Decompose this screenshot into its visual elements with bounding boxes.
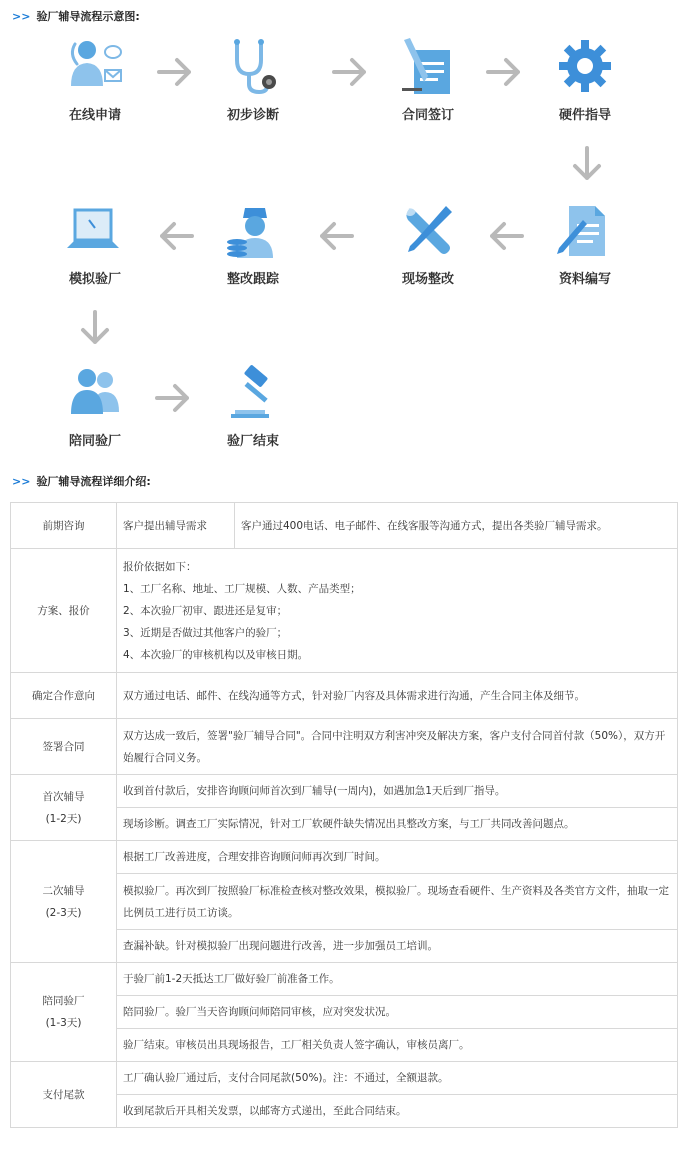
content-cell: 工厂确认验厂通过后，支付合同尾款(50%)。注：不通过，全额退款。 bbox=[117, 1062, 678, 1095]
content-cell: 模拟验厂。再次到厂按照验厂标准检查核对整改效果，模拟验厂。现场查看硬件、生产资料及各类官方文件，抽取一定比例员工进行员工访谈。 bbox=[117, 874, 678, 930]
flow-step-complete bbox=[198, 362, 308, 449]
category-cell: 确定合作意向 bbox=[11, 673, 117, 719]
category-cell bbox=[11, 963, 117, 1062]
flow-title-text: 验厂辅导流程示意图: bbox=[36, 10, 140, 23]
table-row bbox=[11, 503, 678, 549]
step-label: 在线申请 bbox=[68, 108, 121, 123]
title-arrow-icon: >> bbox=[12, 475, 31, 488]
step-label: 整改跟踪 bbox=[226, 272, 279, 287]
arrow-left-icon bbox=[160, 216, 194, 256]
quote-line: 1、工厂名称、地址、工厂规模、人数、产品类型； bbox=[123, 582, 361, 595]
category-cell: 前期咨询 bbox=[11, 503, 117, 549]
category-days: (2-3天) bbox=[45, 906, 82, 919]
step-label: 陪同验厂 bbox=[68, 434, 121, 449]
table-row bbox=[11, 775, 678, 808]
content-cell: 根据工厂改善进度，合理安排咨询顾问师再次到厂时间。 bbox=[117, 841, 678, 874]
table-row bbox=[11, 841, 678, 874]
flow-section-title bbox=[12, 8, 140, 24]
arrow-left-icon bbox=[320, 216, 354, 256]
arrow-right-icon bbox=[157, 52, 191, 92]
detail-title-text: 验厂辅导流程详细介绍: bbox=[36, 475, 151, 488]
people-icon bbox=[65, 362, 125, 424]
document-edit-icon bbox=[555, 200, 615, 262]
arrow-right-icon bbox=[486, 52, 520, 92]
arrow-right-icon bbox=[332, 52, 366, 92]
step-label: 初步诊断 bbox=[226, 108, 279, 123]
sub-cell: 客户提出辅导需求 bbox=[117, 503, 235, 549]
content-cell bbox=[117, 549, 678, 673]
content-cell: 收到首付款后，安排咨询顾问师首次到厂辅导(一周内)，如遇加急1天后到厂指导。 bbox=[117, 775, 678, 808]
category-label: 陪同验厂 bbox=[42, 995, 85, 1007]
tracking-icon bbox=[223, 200, 283, 262]
step-label: 模拟验厂 bbox=[68, 272, 121, 287]
laptop-icon bbox=[65, 200, 125, 262]
stethoscope-icon bbox=[223, 36, 283, 98]
arrow-down-icon bbox=[75, 310, 115, 344]
category-cell: 方案、报价 bbox=[11, 549, 117, 673]
content-cell: 收到尾款后开具相关发票，以邮寄方式递出，至此合同结束。 bbox=[117, 1095, 678, 1128]
step-label: 硬件指导 bbox=[558, 108, 611, 123]
arrow-left-icon bbox=[490, 216, 524, 256]
table-row bbox=[11, 719, 678, 775]
table-row bbox=[11, 1062, 678, 1095]
table-row bbox=[11, 673, 678, 719]
category-days: (1-2天) bbox=[45, 812, 82, 825]
category-label: 二次辅导 bbox=[42, 884, 85, 897]
table-row bbox=[11, 549, 678, 673]
flow-step-online-apply bbox=[40, 36, 150, 123]
category-cell: 支付尾款 bbox=[11, 1062, 117, 1128]
flow-step-rectification bbox=[373, 200, 483, 287]
quote-line: 3、近期是否做过其他客户的验厂； bbox=[123, 626, 288, 639]
flow-step-tracking bbox=[198, 200, 308, 287]
flow-step-mock-audit bbox=[40, 200, 150, 287]
flow-step-contract bbox=[373, 36, 483, 123]
quote-line: 报价依据如下： bbox=[123, 560, 197, 573]
table-row bbox=[11, 963, 678, 996]
category-days: (1-3天) bbox=[45, 1017, 82, 1029]
category-cell: 签署合同 bbox=[11, 719, 117, 775]
arrow-right-icon bbox=[155, 378, 189, 418]
content-cell: 于验厂前1-2天抵达工厂做好验厂前准备工作。 bbox=[117, 963, 678, 996]
online-apply-icon bbox=[65, 36, 125, 98]
flow-step-diagnosis bbox=[198, 36, 308, 123]
arrow-down-icon bbox=[567, 146, 607, 180]
flow-step-hardware bbox=[530, 36, 640, 123]
category-label: 首次辅导 bbox=[42, 790, 85, 803]
step-label: 合同签订 bbox=[401, 108, 454, 123]
flow-step-documents bbox=[530, 200, 640, 287]
gavel-icon bbox=[223, 362, 283, 424]
category-cell bbox=[11, 775, 117, 841]
content-cell: 双方通过电话、邮件、在线沟通等方式，针对验厂内容及具体需求进行沟通，产生合同主体及细节。 bbox=[117, 673, 678, 719]
content-cell: 客户通过400电话、电子邮件、在线客服等沟通方式，提出各类验厂辅导需求。 bbox=[235, 503, 678, 549]
content-cell: 查漏补缺。针对模拟验厂出现问题进行改善，进一步加强员工培训。 bbox=[117, 930, 678, 963]
tools-icon bbox=[398, 200, 458, 262]
content-cell: 现场诊断。调查工厂实际情况，针对工厂软硬件缺失情况出具整改方案，与工厂共同改善问题点。 bbox=[117, 808, 678, 841]
content-cell: 验厂结束。审核员出具现场报告，工厂相关负责人签字确认，审核员离厂。 bbox=[117, 1029, 678, 1062]
gear-icon bbox=[555, 36, 615, 98]
step-label: 验厂结束 bbox=[226, 434, 279, 449]
detail-section-title bbox=[12, 473, 151, 489]
quote-line: 2、本次验厂初审、跟进还是复审； bbox=[123, 604, 288, 617]
title-arrow-icon: >> bbox=[12, 10, 31, 23]
quote-line: 4、本次验厂的审核机构以及审核日期。 bbox=[123, 648, 309, 661]
step-label: 现场整改 bbox=[401, 272, 454, 287]
process-detail-table bbox=[10, 502, 678, 1128]
flow-step-accompany bbox=[40, 362, 150, 449]
content-cell: 双方达成一致后，签署"验厂辅导合同"。合同中注明双方利害冲突及解决方案，客户支付合同首付款（50%），双方开始履行合同义务。 bbox=[117, 719, 678, 775]
content-cell: 陪同验厂。验厂当天咨询顾问师陪同审核，应对突发状况。 bbox=[117, 996, 678, 1029]
step-label: 资料编写 bbox=[558, 272, 611, 287]
contract-sign-icon bbox=[398, 36, 458, 98]
category-cell bbox=[11, 841, 117, 963]
